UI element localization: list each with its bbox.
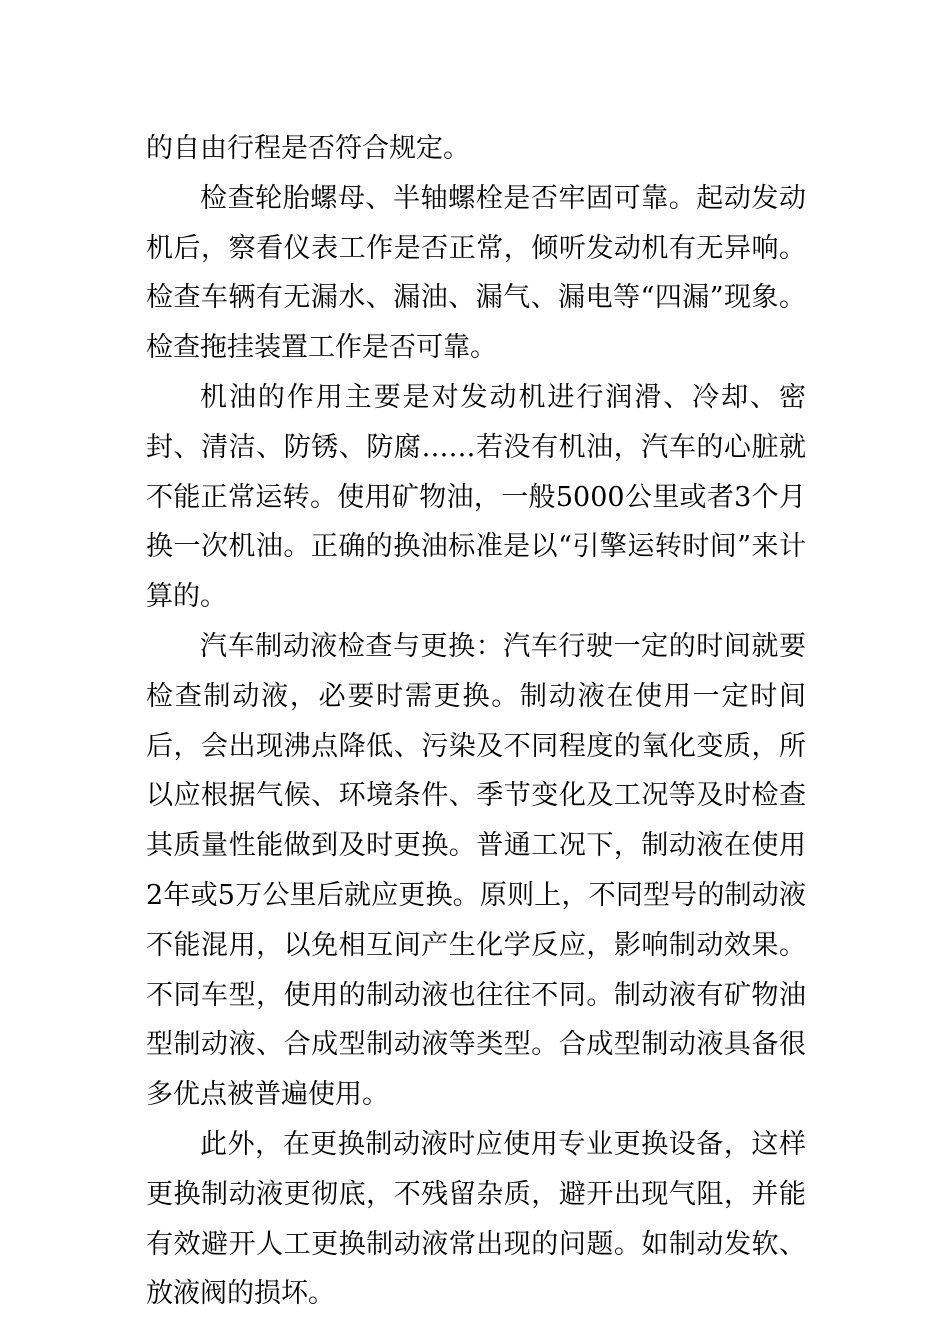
paragraph-4: 汽车制动液检查与更换：汽车行驶一定的时间就要检查制动液，必要时需更换。制动液在使用一定时间后，会出现沸点降低、污染及不同程度的氧化变质，所以应根据气候、环境条件、季节变化及工况等及时检查其质量性能做到及时更换。普通工况下，制动液在使用2年或5万公里后就应更换。原则上，不同型号的制动液不能混用，以免相互间产生化学反应，影响制动效果。不同车型，使用的制动液也往往不同。制动液有矿物油型制动液、合成型制动液等类型。合成型制动液具备很多优点被普遍使用。 [146, 630, 806, 1111]
paragraph-3: 机油的作用主要是对发动机进行润滑、冷却、密封、清洁、防锈、防腐……若没有机油，汽车的心脏就不能正常运转。使用矿物油，一般5000公里或者3个月换一次机油。正确的换油标准是以“引擎运转时间”来计算的。 [146, 381, 806, 613]
paragraph-5: 此外，在更换制动液时应使用专业更换设备，这样更换制动液更彻底，不残留杂质，避开出现气阻，并能有效避开人工更换制动液常出现的问题。如制动发软、放液阀的损坏。 [146, 1128, 806, 1310]
document-body [146, 124, 806, 1319]
paragraph-1: 的自由行程是否符合规定。 [146, 133, 470, 164]
paragraph-2: 检查轮胎螺母、半轴螺栓是否牢固可靠。起动发动机后，察看仪表工作是否正常，倾听发动机有无异响。检查车辆有无漏水、漏油、漏气、漏电等“四漏”现象。检查拖挂装置工作是否可靠。 [146, 182, 806, 364]
